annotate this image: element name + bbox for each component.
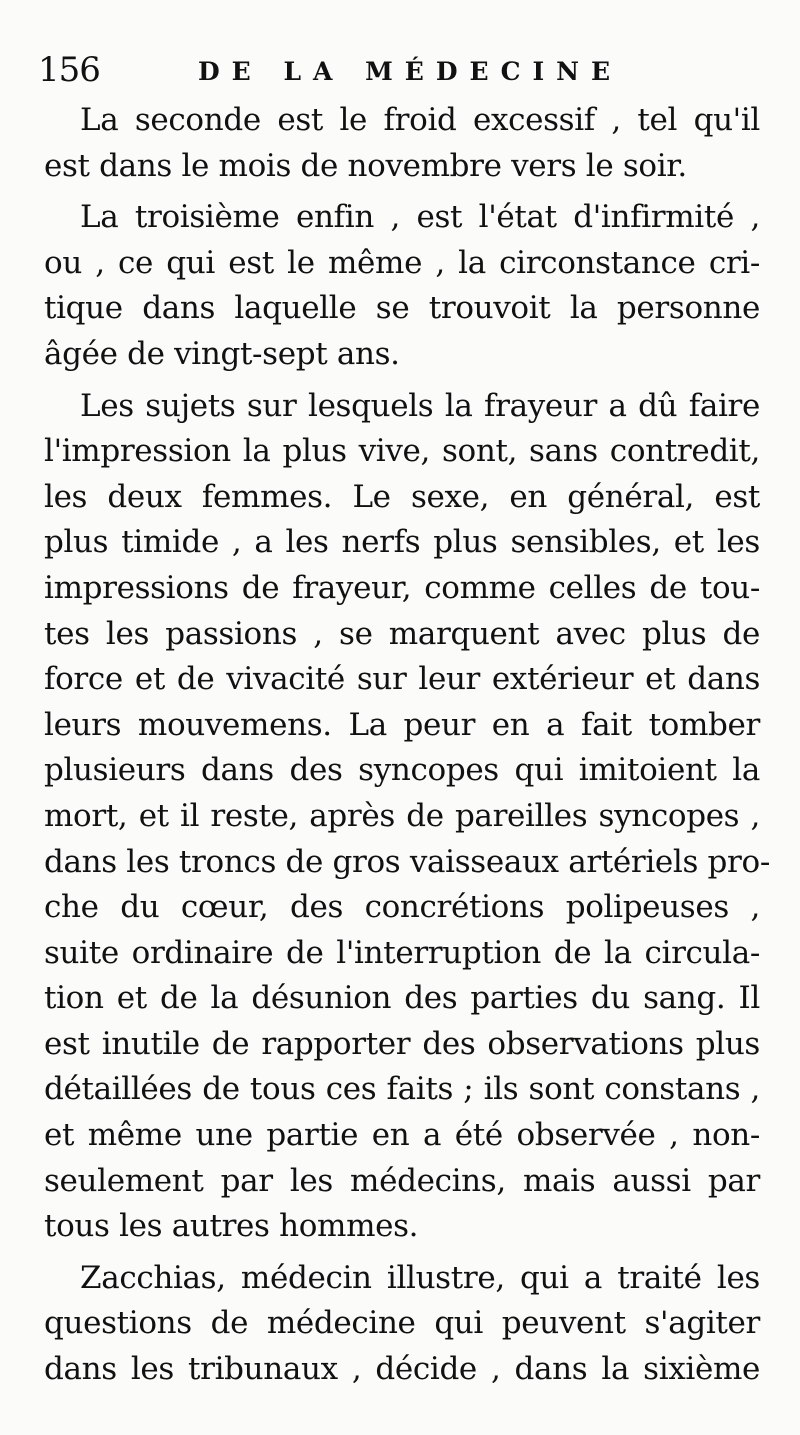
text-line: che du cœur, des concrétions polipeuses , [44, 889, 760, 926]
text-line: dans les troncs de gros vaisseaux artériels pro- [44, 843, 770, 880]
text-line: questions de médecine qui peuvent s'agiter [44, 1305, 760, 1342]
text-line: dans les tribunaux , décide , dans la sixième [44, 1351, 760, 1388]
page-header [38, 40, 778, 100]
text-line: est inutile de rapporter des observations plus [44, 1025, 760, 1062]
text-line: mort, et il reste, après de pareilles syncopes , [44, 797, 760, 834]
text-line: âgée de vingt-sept ans. [44, 335, 400, 372]
text-line: leurs mouvemens. La peur en a fait tomber [44, 706, 760, 743]
text-line: tion et de la désunion des parties du sang. Il [44, 980, 760, 1017]
text-line: plus timide , a les nerfs plus sensibles, et les [44, 524, 760, 561]
text-line: est dans le mois de novembre vers le soir. [44, 147, 687, 184]
text-line: La troisième enfin , est l'état d'infirmité , [80, 199, 760, 236]
body-text [44, 98, 770, 1393]
text-line: l'impression la plus vive, sont, sans contredit, [44, 433, 760, 470]
page-number: 156 [38, 50, 100, 90]
text-line: ou , ce qui est le même , la circonstance cri- [44, 244, 760, 281]
text-line: tous les autres hommes. [44, 1208, 419, 1245]
text-line: suite ordinaire de l'interruption de la circula- [44, 934, 760, 971]
text-line: plusieurs dans des syncopes qui imitoient la [44, 752, 760, 789]
text-line: et même une partie en a été observée , non- [44, 1117, 760, 1154]
text-line: seulement par les médecins, mais aussi par [44, 1162, 760, 1199]
text-line: Zacchias, médecin illustre, qui a traité les [80, 1259, 760, 1296]
text-line: Les sujets sur lesquels la frayeur a dû faire [80, 387, 760, 424]
text-line: détaillées de tous ces faits ; ils sont constans , [44, 1071, 760, 1108]
text-line: impressions de frayeur, comme celles de tou- [44, 569, 760, 606]
text-line: tique dans laquelle se trouvoit la personne [44, 290, 760, 327]
text-line: La seconde est le froid excessif , tel qu'il [80, 102, 760, 138]
text-line: tes les passions , se marquent avec plus de [44, 615, 760, 652]
running-head: DE LA MÉDECINE [198, 57, 623, 86]
text-line: force et de vivacité sur leur extérieur et dans [44, 661, 760, 698]
text-line: les deux femmes. Le sexe, en général, est [44, 478, 760, 515]
